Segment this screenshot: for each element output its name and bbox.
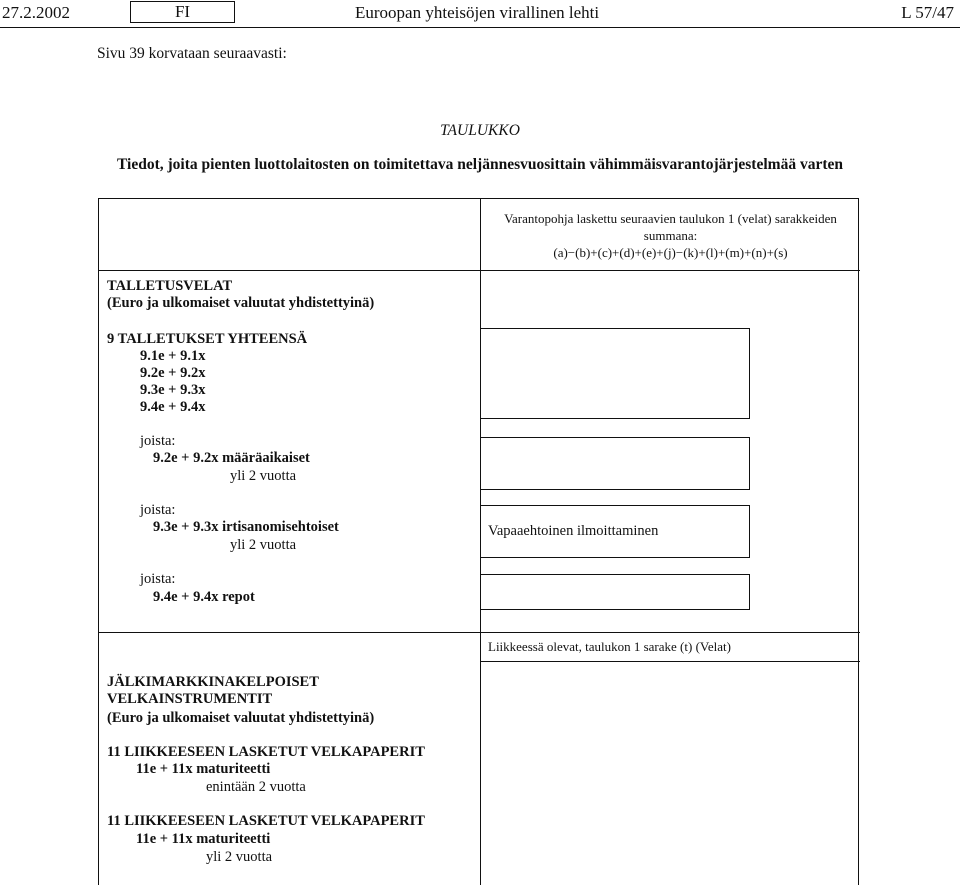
section2-subtitle: (Euro ja ulkomaiset valuutat yhdistettyinä): [107, 710, 375, 726]
section-divider: [98, 632, 860, 633]
section2-column-note: Liikkeessä olevat, taulukon 1 sarake (t) (Velat): [488, 639, 731, 654]
total-deposits-field[interactable]: [480, 328, 750, 419]
total-item: 9.3e + 9.3x: [140, 382, 206, 398]
section2-header-rule: [480, 661, 860, 662]
total-item: 9.4e + 9.4x: [140, 399, 206, 415]
fixed-term-field[interactable]: [480, 437, 750, 490]
joista-label: joista:: [140, 433, 176, 449]
header-lang-box: [130, 1, 235, 23]
header-rule: [0, 27, 960, 28]
total-item: 9.2e + 9.2x: [140, 365, 206, 381]
debt-securities-title: 11 LIIKKEESEEN LASKETUT VELKAPAPERIT: [107, 813, 425, 829]
joista-label: joista:: [140, 502, 176, 518]
notice-label: 9.3e + 9.3x irtisanomisehtoiset: [153, 519, 339, 535]
header-page-ref: L 57/47: [901, 3, 954, 22]
column-header-formula: (a)−(b)+(c)+(d)+(e)+(j)−(k)+(l)+(m)+(n)+(s): [553, 245, 788, 260]
intro-text: Sivu 39 korvataan seuraavasti:: [97, 45, 287, 62]
section2-title: VELKAINSTRUMENTIT: [107, 691, 273, 707]
debt-securities-formula: 11e + 11x maturiteetti: [136, 761, 271, 777]
total-item: 9.1e + 9.1x: [140, 348, 206, 364]
debt-securities-sub: yli 2 vuotta: [206, 849, 273, 865]
optional-reporting-note: Vapaaehtoinen ilmoittaminen: [488, 523, 659, 539]
table-caption: TAULUKKO: [440, 122, 520, 139]
debt-securities-formula: 11e + 11x maturiteetti: [136, 831, 271, 847]
header-lang: FI: [174, 2, 191, 21]
fixed-term-label: 9.2e + 9.2x määräaikaiset: [153, 450, 310, 466]
section2-title: JÄLKIMARKKINAKELPOISET: [107, 674, 319, 690]
column-header-line1: Varantopohja laskettu seuraavien taulukon 1 (velat) sarakkeiden: [504, 211, 837, 226]
debt-securities-title: 11 LIIKKEESEEN LASKETUT VELKAPAPERIT: [107, 744, 425, 760]
fixed-term-sub: yli 2 vuotta: [230, 468, 297, 484]
notice-sub: yli 2 vuotta: [230, 537, 297, 553]
repo-field[interactable]: [480, 574, 750, 610]
header-journal: Euroopan yhteisöjen virallinen lehti: [355, 3, 600, 22]
repo-label: 9.4e + 9.4x repot: [153, 589, 255, 605]
column-header: [481, 210, 860, 261]
column-header-line2: summana:: [643, 228, 698, 243]
joista-label: joista:: [140, 571, 176, 587]
total-deposits-label: 9 TALLETUKSET YHTEENSÄ: [107, 331, 308, 347]
section1-title: TALLETUSVELAT: [107, 278, 233, 294]
debt-securities-sub: enintään 2 vuotta: [206, 779, 306, 795]
header-date: 27.2.2002: [2, 3, 70, 22]
section1-subtitle: (Euro ja ulkomaiset valuutat yhdistettyinä): [107, 295, 375, 311]
table-header-rule: [98, 270, 860, 271]
table-title: Tiedot, joita pienten luottolaitosten on toimitettava neljännesvuosittain vähimmäisvarantojärjestelmää varten: [116, 156, 843, 173]
